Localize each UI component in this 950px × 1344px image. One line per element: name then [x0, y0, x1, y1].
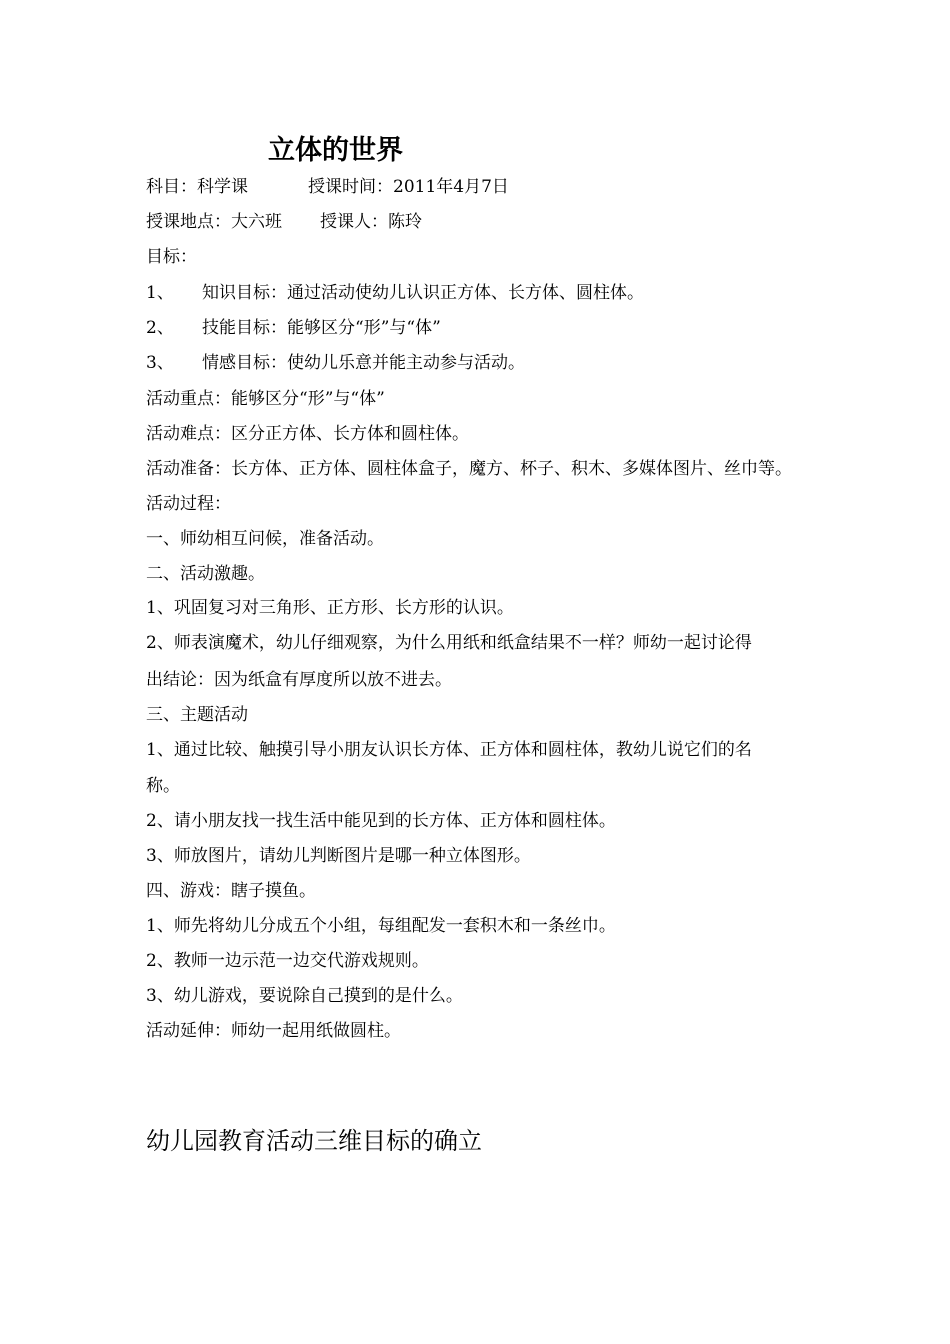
process-step-2-1: 1、巩固复习对三角形、正方形、长方形的认识。 — [146, 598, 514, 618]
goal-text: 技能目标：能够区分“形”与“体” — [202, 318, 441, 338]
process-step-4-3: 3、幼儿游戏，要说除自己摸到的是什么。 — [146, 986, 463, 1006]
activity-difficulty: 活动难点：区分正方体、长方体和圆柱体。 — [146, 424, 469, 444]
activity-extension: 活动延伸：师幼一起用纸做圆柱。 — [146, 1021, 401, 1041]
goal-number: 2、 — [146, 318, 174, 338]
next-section-title: 幼儿园教育活动三维目标的确立 — [146, 1127, 482, 1155]
process-step-3-3: 3、师放图片，请幼儿判断图片是哪一种立体图形。 — [146, 846, 531, 866]
process-step-2: 二、活动激趣。 — [146, 564, 265, 584]
goal-number: 3、 — [146, 353, 174, 373]
process-heading: 活动过程： — [146, 494, 231, 514]
goal-item-1 — [146, 280, 644, 306]
process-step-4-2: 2、教师一边示范一边交代游戏规则。 — [146, 951, 429, 971]
meta-line-1 — [146, 174, 509, 200]
document-title: 立体的世界 — [268, 135, 403, 166]
process-step-2-2-line2: 出结论：因为纸盒有厚度所以放不进去。 — [146, 670, 452, 690]
process-step-2-2-line1: 2、师表演魔术，幼儿仔细观察，为什么用纸和纸盒结果不一样？师幼一起讨论得 — [146, 633, 752, 653]
goal-text: 情感目标：使幼儿乐意并能主动参与活动。 — [202, 353, 525, 373]
process-step-3-1-line2: 称。 — [146, 776, 180, 796]
location-label: 授课地点：大六班 — [146, 212, 282, 232]
subject-label: 科目：科学课 — [146, 177, 248, 197]
goal-item-2 — [146, 315, 441, 341]
goal-number: 1、 — [146, 283, 174, 303]
goal-text: 知识目标：通过活动使幼儿认识正方体、长方体、圆柱体。 — [202, 283, 644, 303]
goals-heading: 目标： — [146, 247, 197, 267]
activity-preparation: 活动准备：长方体、正方体、圆柱体盒子，魔方、杯子、积木、多媒体图片、丝巾等。 — [146, 459, 792, 479]
teacher-label: 授课人：陈玲 — [320, 212, 422, 232]
process-step-3-2: 2、请小朋友找一找生活中能见到的长方体、正方体和圆柱体。 — [146, 811, 616, 831]
process-step-1: 一、师幼相互问候，准备活动。 — [146, 529, 384, 549]
time-label: 授课时间：2011年4月7日 — [308, 177, 509, 197]
process-step-3: 三、主题活动 — [146, 705, 248, 725]
process-step-3-1-line1: 1、通过比较、触摸引导小朋友认识长方体、正方体和圆柱体，教幼儿说它们的名 — [146, 740, 752, 760]
activity-focus: 活动重点：能够区分“形”与“体” — [146, 389, 385, 409]
process-step-4: 四、游戏：瞎子摸鱼。 — [146, 881, 316, 901]
process-step-4-1: 1、师先将幼儿分成五个小组，每组配发一套积木和一条丝巾。 — [146, 916, 616, 936]
meta-line-2 — [146, 209, 422, 235]
goal-item-3 — [146, 350, 525, 376]
